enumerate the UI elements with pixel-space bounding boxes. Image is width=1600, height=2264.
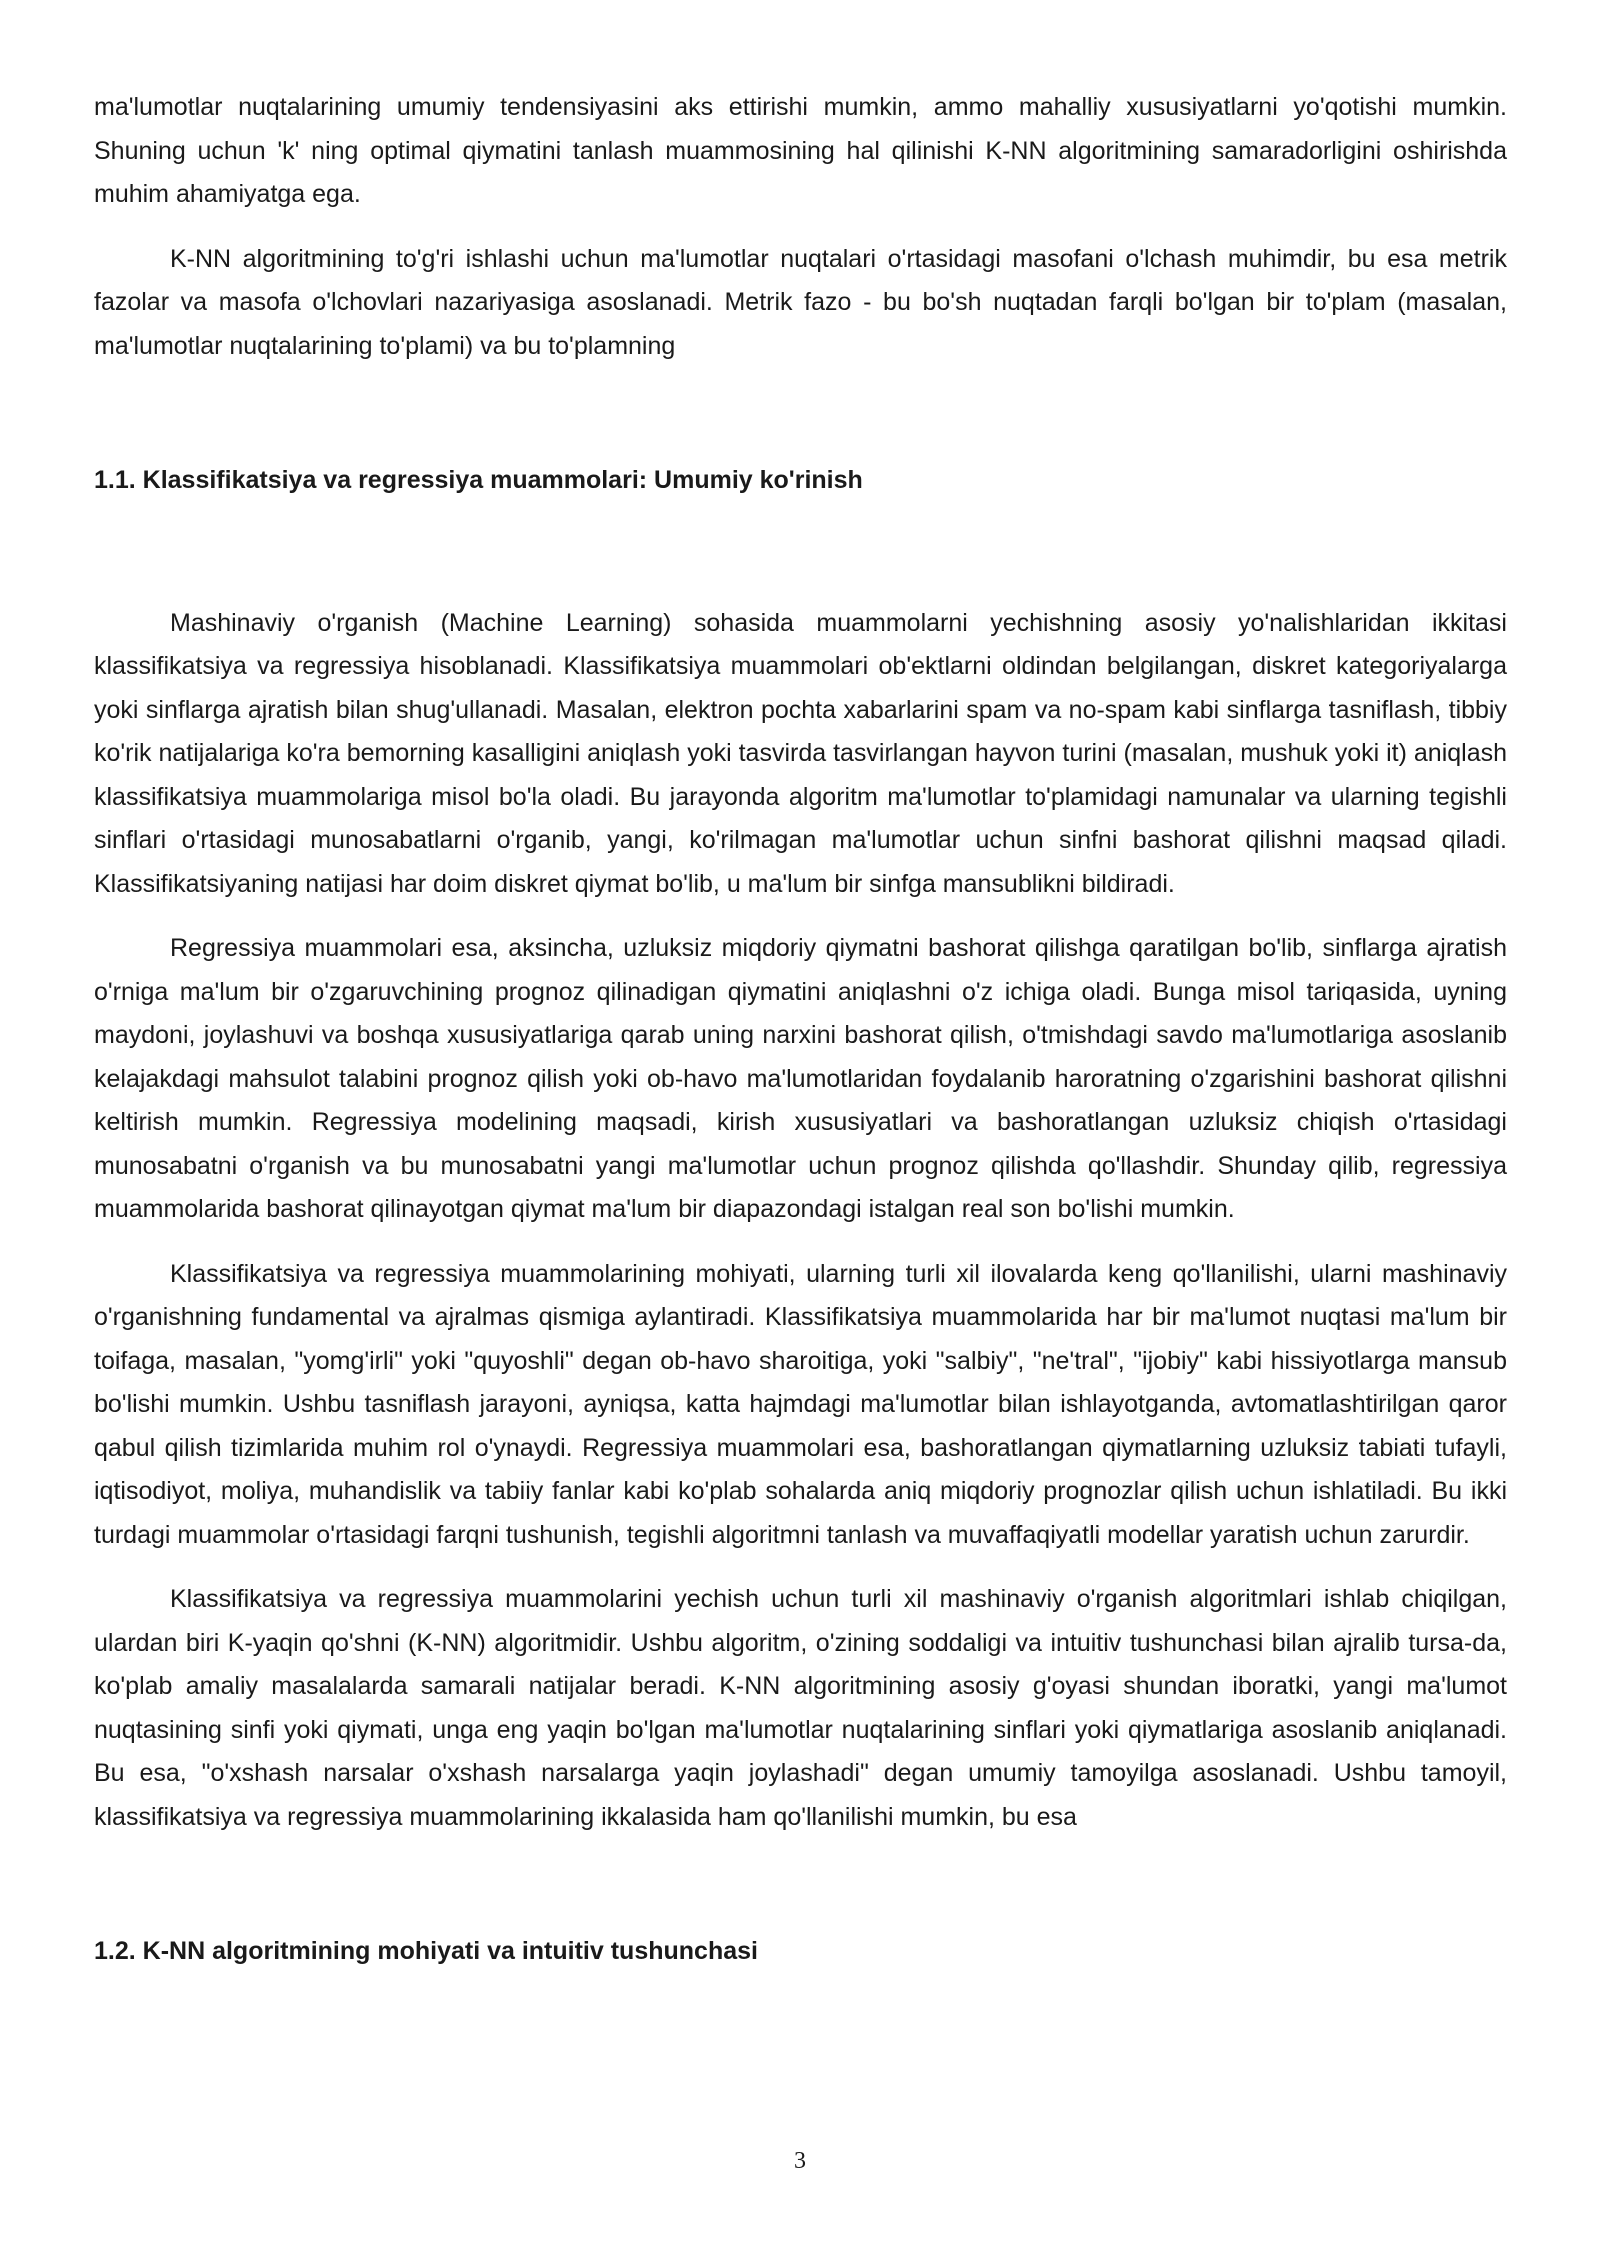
paragraph-essence: Klassifikatsiya va regressiya muammolarining mohiyati, ularning turli xil ilovalarda keng qo'llanilishi, ularni mashinaviy o'rganishning fundamental va ajralmas qismiga aylantiradi. Klassifikatsiya muammolarida har bir ma'lumot nuqtasi ma'lum bir toifaga, masalan, "yomg'irli" yoki "quyoshli" degan ob-havo sharoitiga, yoki "salbiy", "ne'tral", "ijobiy" kabi hissiyotlarga mansub bo'lishi mumkin. Ushbu tasniflash jarayoni, ayniqsa, katta hajmdagi ma'lumotlar bilan ishlayotganda, avtomatlashtirilgan qaror qabul qilish tizimlarida muhim rol o'ynaydi. Regressiya muammolari esa, bashoratlangan qiymatlarning uzluksiz tabiati tufayli, iqtisodiyot, moliya, muhandislik va tabiiy fanlar kabi ko'plab sohalarda aniq miqdoriy prognozlar qilish uchun ishlatiladi. Bu ikki turdagi muammolar o'rtasidagi farqni tushunish, tegishli algoritmni tanlash va muvaffaqiyatli modellar yaratish uchun zarurdir.	[94, 1259, 1507, 1549]
paragraph-continuation: ma'lumotlar nuqtalarining umumiy tendensiyasini aks ettirishi mumkin, ammo mahalliy xususiyatlarni yo'qotishi mumkin. Shuning uchun 'k' ning optimal qiymatini tanlash muammosining hal qilinishi K-NN algoritmining samaradorligini oshirishda muhim ahamiyatga ega.	[94, 93, 1507, 208]
paragraph-metric-space: K-NN algoritmining to'g'ri ishlashi uchun ma'lumotlar nuqtalari o'rtasidagi masofani o'lchash muhimdir, bu esa metrik fazolar va masofa o'lchovlari nazariyasiga asoslanadi. Metrik fazo - bu bo'sh nuqtadan farqli bo'lgan bir to'plam (masalan, ma'lumotlar nuqtalarining to'plami) va bu to'plamning	[94, 244, 1507, 360]
section-heading-1-1: 1.1. Klassifikatsiya va regressiya muammolari: Umumiy ko'rinish	[94, 466, 863, 494]
paragraph-regression: Regressiya muammolari esa, aksincha, uzluksiz miqdoriy qiymatni bashorat qilishga qaratilgan bo'lib, sinflarga ajratish o'rniga ma'lum bir o'zgaruvchining prognoz qilinadigan qiymatini aniqlashni o'z ichiga oladi. Bunga misol tariqasida, uyning maydoni, joylashuvi va boshqa xususiyatlariga qarab uning narxini bashorat qilish, o'tmishdagi savdo ma'lumotlariga asoslanib kelajakdagi mahsulot talabini prognoz qilish yoki ob-havo ma'lumotlaridan foydalanib haroratning o'zgarishini bashorat qilishni keltirish mumkin. Regressiya modelining maqsadi, kirish xususiyatlari va bashoratlangan uzluksiz chiqish o'rtasidagi munosabatni o'rganish va bu munosabatni yangi ma'lumotlar uchun prognoz qilishda qo'llashdir. Shunday qilib, regressiya muammolarida bashorat qilinayotgan qiymat ma'lum bir diapazondagi istalgan real son bo'lishi mumkin.	[94, 934, 1507, 1223]
section-heading-1-2: 1.2. K-NN algoritmining mohiyati va intuitiv tushunchasi	[94, 1937, 758, 1965]
page-number: 3	[794, 2148, 806, 2174]
paragraph-knn-intro: Klassifikatsiya va regressiya muammolarini yechish uchun turli xil mashinaviy o'rganish algoritmlari ishlab chiqilgan, ulardan biri K-yaqin qo'shni (K-NN) algoritmidir. Ushbu algoritm, o'zining soddaligi va intuitiv tushunchasi bilan ajralib tursa-da, ko'plab amaliy masalalarda samarali natijalar beradi. K-NN algoritmining asosiy g'oyasi shundan iboratki, yangi ma'lumot nuqtasining sinfi yoki qiymati, unga eng yaqin bo'lgan ma'lumotlar nuqtalarining sinflari yoki qiymatlariga asoslanib aniqlanadi. Bu esa, "o'xshash narsalar o'xshash narsalarga yaqin joylashadi" degan umumiy tamoyilga asoslanadi. Ushbu tamoyil, klassifikatsiya va regressiya muammolarining ikkalasida ham qo'llanilishi mumkin, bu esa	[94, 1585, 1507, 1831]
paragraph-ml-intro: Mashinaviy o'rganish (Machine Learning) sohasida muammolarni yechishning asosiy yo'nalishlaridan ikkitasi klassifikatsiya va regressiya hisoblanadi. Klassifikatsiya muammolari ob'ektlarni oldindan belgilangan, diskret kategoriyalarga yoki sinflarga ajratish bilan shug'ullanadi. Masalan, elektron pochta xabarlarini spam va no-spam kabi sinflarga tasniflash, tibbiy ko'rik natijalariga ko'ra bemorning kasalligini aniqlash yoki tasvirda tasvirlangan hayvon turini (masalan, mushuk yoki it) aniqlash klassifikatsiya muammolariga misol bo'la oladi. Bu jarayonda algoritm ma'lumotlar to'plamidagi namunalar va ularning tegishli sinflari o'rtasidagi munosabatlarni o'rganib, yangi, ko'rilmagan ma'lumotlar uchun sinfni bashorat qilishni maqsad qiladi. Klassifikatsiyaning natijasi har doim diskret qiymat bo'lib, u ma'lum bir sinfga mansublikni bildiradi.	[94, 608, 1508, 898]
document-page	[94, 86, 1507, 1974]
